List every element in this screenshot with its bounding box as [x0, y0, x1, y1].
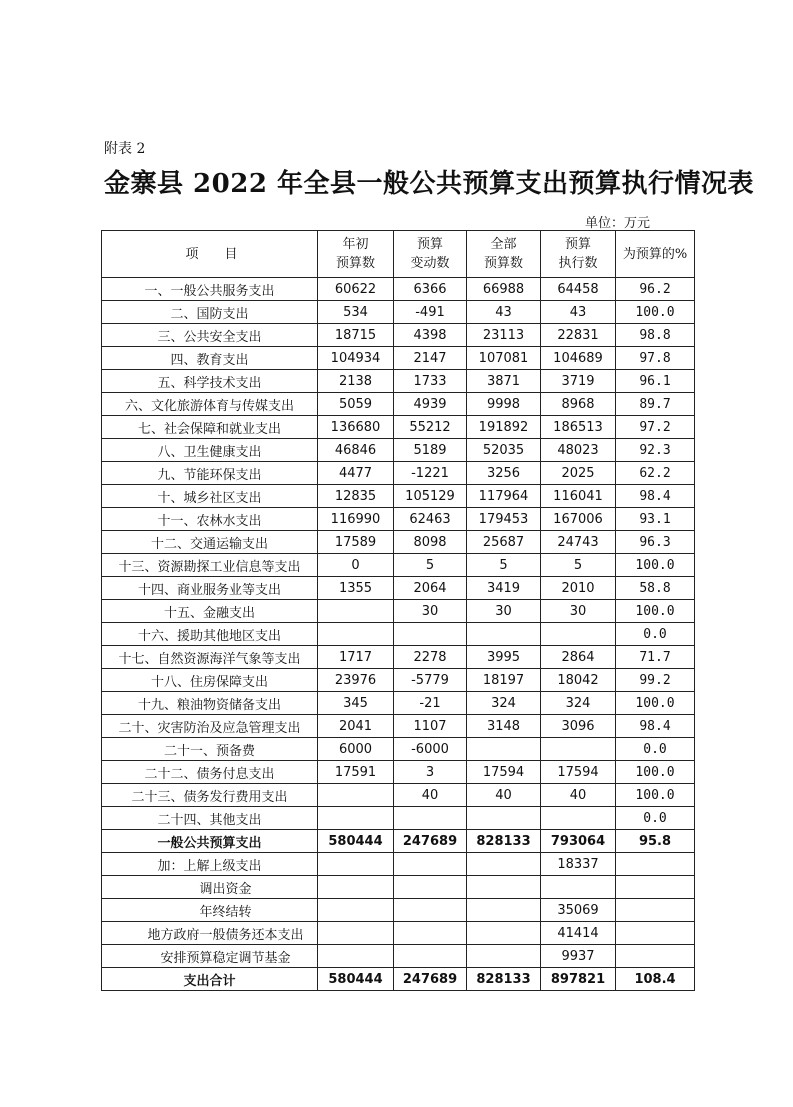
- cell-exec: 116041: [541, 485, 616, 508]
- table-row: [102, 646, 695, 669]
- cell-exec: 2010: [541, 577, 616, 600]
- cell-exec: 793064: [541, 830, 616, 853]
- header-item: 项目: [102, 231, 318, 278]
- cell-change: -1221: [394, 462, 467, 485]
- cell-exec: 18337: [541, 853, 616, 876]
- table-row: [102, 761, 695, 784]
- row-name: 十、城乡社区支出: [102, 485, 318, 508]
- table-row: [102, 301, 695, 324]
- header-pct: 为预算的%: [616, 231, 695, 278]
- cell-change: 247689: [394, 968, 467, 991]
- cell-initial: 136680: [318, 416, 394, 439]
- table-row: [102, 577, 695, 600]
- cell-change: [394, 876, 467, 899]
- row-name: 六、文化旅游体育与传媒支出: [102, 393, 318, 416]
- row-name: 二、国防支出: [102, 301, 318, 324]
- cell-initial: [318, 623, 394, 646]
- table-row: [102, 738, 695, 761]
- table-row: [102, 784, 695, 807]
- cell-change: 55212: [394, 416, 467, 439]
- cell-pct: 93.1: [616, 508, 695, 531]
- cell-change: 1733: [394, 370, 467, 393]
- cell-full: [467, 738, 541, 761]
- cell-initial: 5059: [318, 393, 394, 416]
- cell-initial: 23976: [318, 669, 394, 692]
- cell-initial: 580444: [318, 830, 394, 853]
- table-row: [102, 370, 695, 393]
- cell-full: 5: [467, 554, 541, 577]
- cell-initial: 0: [318, 554, 394, 577]
- cell-full: [467, 945, 541, 968]
- cell-initial: [318, 945, 394, 968]
- row-name: 五、科学技术支出: [102, 370, 318, 393]
- cell-full: [467, 899, 541, 922]
- row-name: 二十四、其他支出: [102, 807, 318, 830]
- cell-change: 2064: [394, 577, 467, 600]
- cell-pct: 96.3: [616, 531, 695, 554]
- cell-exec: 104689: [541, 347, 616, 370]
- row-name: 地方政府一般债务还本支出: [102, 922, 318, 945]
- subtotal-row: [102, 830, 695, 853]
- cell-change: 105129: [394, 485, 467, 508]
- row-name: 加：上解上级支出: [102, 853, 318, 876]
- row-name: 安排预算稳定调节基金: [102, 945, 318, 968]
- cell-full: 25687: [467, 531, 541, 554]
- table-row: [102, 715, 695, 738]
- extra-row: [102, 922, 695, 945]
- cell-full: [467, 807, 541, 830]
- cell-change: 5189: [394, 439, 467, 462]
- cell-full: 43: [467, 301, 541, 324]
- cell-pct: 89.7: [616, 393, 695, 416]
- cell-initial: [318, 853, 394, 876]
- cell-initial: 1355: [318, 577, 394, 600]
- cell-full: 3256: [467, 462, 541, 485]
- cell-pct: 62.2: [616, 462, 695, 485]
- cell-initial: 46846: [318, 439, 394, 462]
- cell-full: 3148: [467, 715, 541, 738]
- row-name: 调出资金: [102, 876, 318, 899]
- table-body: [102, 278, 695, 991]
- cell-exec: 24743: [541, 531, 616, 554]
- row-name: 二十三、债务发行费用支出: [102, 784, 318, 807]
- cell-initial: 17591: [318, 761, 394, 784]
- grand-total-row: [102, 968, 695, 991]
- cell-full: 828133: [467, 830, 541, 853]
- cell-exec: 3096: [541, 715, 616, 738]
- cell-exec: 30: [541, 600, 616, 623]
- cell-exec: 324: [541, 692, 616, 715]
- cell-initial: 60622: [318, 278, 394, 301]
- header-change: 预算 变动数: [394, 231, 467, 278]
- cell-initial: 2041: [318, 715, 394, 738]
- budget-table: [101, 230, 695, 991]
- table-row: [102, 531, 695, 554]
- cell-exec: 35069: [541, 899, 616, 922]
- cell-initial: [318, 784, 394, 807]
- cell-full: 18197: [467, 669, 541, 692]
- row-name: 年终结转: [102, 899, 318, 922]
- cell-change: 8098: [394, 531, 467, 554]
- extra-row: [102, 853, 695, 876]
- cell-initial: 18715: [318, 324, 394, 347]
- table-row: [102, 669, 695, 692]
- row-name: 九、节能环保支出: [102, 462, 318, 485]
- cell-pct: 100.0: [616, 784, 695, 807]
- table-row: [102, 508, 695, 531]
- cell-exec: [541, 807, 616, 830]
- cell-change: 2278: [394, 646, 467, 669]
- cell-exec: 167006: [541, 508, 616, 531]
- cell-exec: 18042: [541, 669, 616, 692]
- table-row: [102, 393, 695, 416]
- cell-exec: 41414: [541, 922, 616, 945]
- cell-change: [394, 899, 467, 922]
- cell-pct: 0.0: [616, 738, 695, 761]
- row-name: 二十、灾害防治及应急管理支出: [102, 715, 318, 738]
- cell-change: [394, 807, 467, 830]
- cell-full: 107081: [467, 347, 541, 370]
- row-name: 十四、商业服务业等支出: [102, 577, 318, 600]
- cell-full: [467, 922, 541, 945]
- cell-initial: 534: [318, 301, 394, 324]
- cell-exec: 9937: [541, 945, 616, 968]
- cell-exec: 186513: [541, 416, 616, 439]
- cell-exec: 5: [541, 554, 616, 577]
- cell-full: 3871: [467, 370, 541, 393]
- cell-initial: 104934: [318, 347, 394, 370]
- row-name: 一般公共预算支出: [102, 830, 318, 853]
- cell-full: 9998: [467, 393, 541, 416]
- cell-pct: [616, 945, 695, 968]
- cell-full: 66988: [467, 278, 541, 301]
- cell-initial: [318, 922, 394, 945]
- cell-change: -6000: [394, 738, 467, 761]
- cell-full: 40: [467, 784, 541, 807]
- cell-change: -491: [394, 301, 467, 324]
- cell-pct: 98.8: [616, 324, 695, 347]
- row-name: 十八、住房保障支出: [102, 669, 318, 692]
- row-name: 一、一般公共服务支出: [102, 278, 318, 301]
- cell-pct: 95.8: [616, 830, 695, 853]
- cell-full: 324: [467, 692, 541, 715]
- cell-initial: [318, 899, 394, 922]
- cell-exec: [541, 623, 616, 646]
- cell-pct: 97.8: [616, 347, 695, 370]
- cell-exec: 2864: [541, 646, 616, 669]
- cell-initial: 17589: [318, 531, 394, 554]
- cell-pct: 71.7: [616, 646, 695, 669]
- cell-pct: [616, 899, 695, 922]
- row-name: 八、卫生健康支出: [102, 439, 318, 462]
- cell-change: 4398: [394, 324, 467, 347]
- unit-label: 单位：万元: [585, 216, 651, 231]
- row-name: 十九、粮油物资储备支出: [102, 692, 318, 715]
- cell-full: 117964: [467, 485, 541, 508]
- cell-pct: 96.1: [616, 370, 695, 393]
- table-row: [102, 807, 695, 830]
- cell-initial: 580444: [318, 968, 394, 991]
- header-exec: 预算 执行数: [541, 231, 616, 278]
- cell-pct: 98.4: [616, 485, 695, 508]
- table-row: [102, 347, 695, 370]
- table-row: [102, 623, 695, 646]
- cell-pct: 58.8: [616, 577, 695, 600]
- cell-exec: 48023: [541, 439, 616, 462]
- cell-initial: 345: [318, 692, 394, 715]
- cell-exec: 43: [541, 301, 616, 324]
- cell-change: -21: [394, 692, 467, 715]
- table-row: [102, 600, 695, 623]
- cell-full: [467, 853, 541, 876]
- cell-pct: 100.0: [616, 692, 695, 715]
- cell-exec: 897821: [541, 968, 616, 991]
- cell-full: 3995: [467, 646, 541, 669]
- cell-initial: [318, 876, 394, 899]
- table-row: [102, 692, 695, 715]
- cell-pct: 92.3: [616, 439, 695, 462]
- cell-change: [394, 922, 467, 945]
- cell-initial: 4477: [318, 462, 394, 485]
- cell-full: 30: [467, 600, 541, 623]
- cell-change: 40: [394, 784, 467, 807]
- cell-change: [394, 853, 467, 876]
- table-row: [102, 324, 695, 347]
- table-row: [102, 416, 695, 439]
- cell-full: 52035: [467, 439, 541, 462]
- header-full: 全部 预算数: [467, 231, 541, 278]
- cell-exec: [541, 876, 616, 899]
- cell-pct: [616, 853, 695, 876]
- row-name: 十三、资源勘探工业信息等支出: [102, 554, 318, 577]
- extra-row: [102, 945, 695, 968]
- cell-pct: 0.0: [616, 623, 695, 646]
- cell-pct: 0.0: [616, 807, 695, 830]
- cell-change: 3: [394, 761, 467, 784]
- cell-exec: 8968: [541, 393, 616, 416]
- cell-pct: 97.2: [616, 416, 695, 439]
- cell-pct: 100.0: [616, 554, 695, 577]
- cell-change: [394, 945, 467, 968]
- cell-change: 2147: [394, 347, 467, 370]
- row-name: 十一、农林水支出: [102, 508, 318, 531]
- cell-full: 191892: [467, 416, 541, 439]
- extra-row: [102, 899, 695, 922]
- cell-change: 247689: [394, 830, 467, 853]
- appendix-label: 附表 2: [104, 141, 146, 157]
- row-name: 四、教育支出: [102, 347, 318, 370]
- cell-full: 17594: [467, 761, 541, 784]
- cell-exec: 2025: [541, 462, 616, 485]
- cell-change: 6366: [394, 278, 467, 301]
- row-name: 支出合计: [102, 968, 318, 991]
- table-row: [102, 462, 695, 485]
- cell-change: -5779: [394, 669, 467, 692]
- page-title: 金寨县 2022 年全县一般公共预算支出预算执行情况表: [104, 169, 754, 199]
- row-name: 三、公共安全支出: [102, 324, 318, 347]
- cell-change: 4939: [394, 393, 467, 416]
- cell-initial: [318, 807, 394, 830]
- cell-full: 23113: [467, 324, 541, 347]
- cell-pct: [616, 876, 695, 899]
- cell-pct: 100.0: [616, 301, 695, 324]
- cell-full: [467, 876, 541, 899]
- cell-initial: [318, 600, 394, 623]
- cell-initial: 1717: [318, 646, 394, 669]
- cell-change: 30: [394, 600, 467, 623]
- cell-pct: [616, 922, 695, 945]
- row-name: 十六、援助其他地区支出: [102, 623, 318, 646]
- cell-change: 5: [394, 554, 467, 577]
- cell-pct: 99.2: [616, 669, 695, 692]
- table-header: [102, 231, 695, 278]
- cell-initial: 6000: [318, 738, 394, 761]
- cell-initial: 2138: [318, 370, 394, 393]
- cell-initial: 12835: [318, 485, 394, 508]
- cell-full: 828133: [467, 968, 541, 991]
- table-row: [102, 554, 695, 577]
- table-row: [102, 278, 695, 301]
- cell-pct: 100.0: [616, 761, 695, 784]
- cell-pct: 108.4: [616, 968, 695, 991]
- row-name: 七、社会保障和就业支出: [102, 416, 318, 439]
- table-row: [102, 485, 695, 508]
- header-initial: 年初 预算数: [318, 231, 394, 278]
- cell-exec: 22831: [541, 324, 616, 347]
- row-name: 十七、自然资源海洋气象等支出: [102, 646, 318, 669]
- cell-exec: [541, 738, 616, 761]
- row-name: 十二、交通运输支出: [102, 531, 318, 554]
- cell-initial: 116990: [318, 508, 394, 531]
- table-row: [102, 439, 695, 462]
- row-name: 十五、金融支出: [102, 600, 318, 623]
- extra-row: [102, 876, 695, 899]
- cell-change: 62463: [394, 508, 467, 531]
- cell-change: [394, 623, 467, 646]
- cell-exec: 3719: [541, 370, 616, 393]
- cell-pct: 100.0: [616, 600, 695, 623]
- cell-full: 3419: [467, 577, 541, 600]
- cell-pct: 98.4: [616, 715, 695, 738]
- cell-pct: 96.2: [616, 278, 695, 301]
- cell-full: 179453: [467, 508, 541, 531]
- row-name: 二十二、债务付息支出: [102, 761, 318, 784]
- cell-change: 1107: [394, 715, 467, 738]
- cell-exec: 40: [541, 784, 616, 807]
- cell-exec: 64458: [541, 278, 616, 301]
- cell-exec: 17594: [541, 761, 616, 784]
- row-name: 二十一、预备费: [102, 738, 318, 761]
- cell-full: [467, 623, 541, 646]
